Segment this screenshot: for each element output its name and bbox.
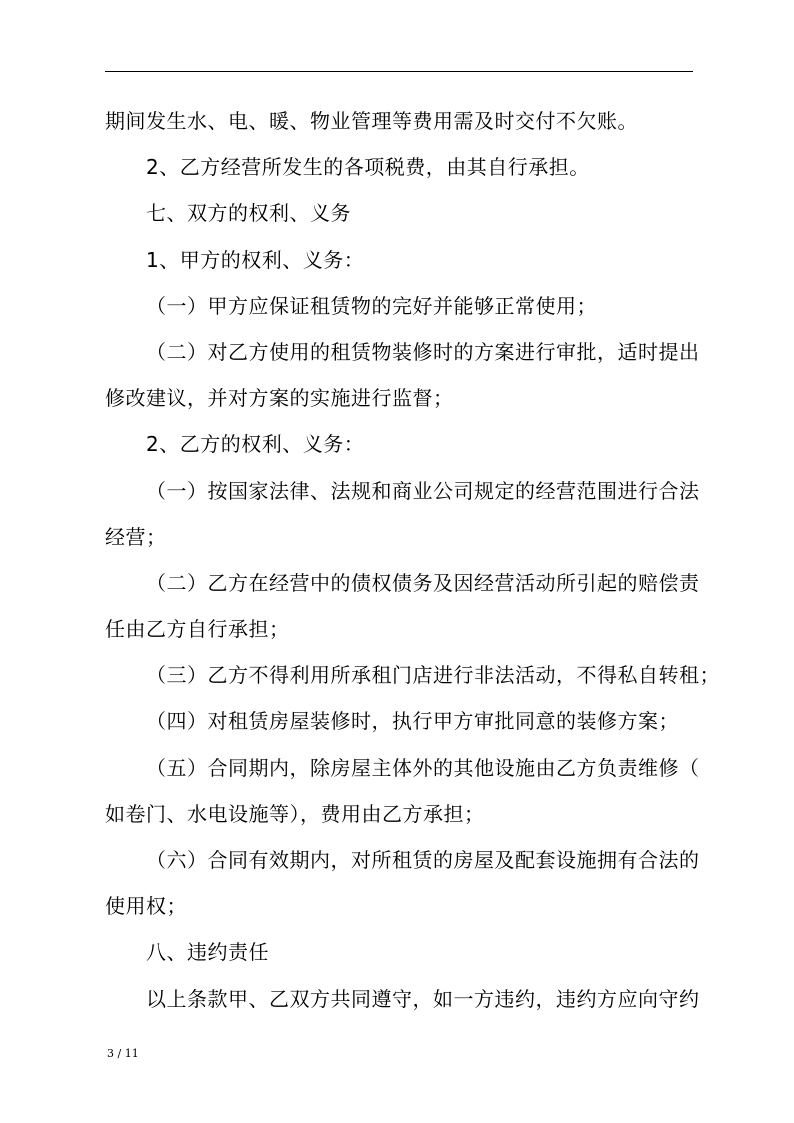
header-rule [105,71,693,72]
text-line: （一）甲方应保证租赁物的完好并能够正常使用； [146,293,597,318]
text-line: 期间发生水、电、暖、物业管理等费用需及时交付不欠账。 [105,109,638,133]
text-line: （五）合同期内，除房屋主体外的其他设施由乙方负责维修（ [146,755,700,780]
text-line: （二）乙方在经营中的债权债务及因经营活动所引起的赔偿责 [146,570,700,595]
text-line: 经营； [105,524,167,549]
text-line: （六）合同有效期内，对所租赁的房屋及配套设施拥有合法的 [146,848,700,872]
page-number: 3 / 11 [107,1047,139,1060]
section-heading: 七、双方的权利、义务 [146,201,351,226]
text-line: （三）乙方不得利用所承租门店进行非法活动，不得私自转租； [146,663,720,688]
text-line: 修改建议，并对方案的实施进行监督； [105,386,454,411]
document-body [105,98,720,1022]
section-heading: 八、违约责任 [146,940,269,965]
text-line: 以上条款甲、乙双方共同遵守，如一方违约，违约方应向守约 [146,986,700,1011]
subsection-heading: 1、甲方的权利、义务： [146,247,365,272]
text-line: 如卷门、水电设施等），费用由乙方承担； [105,801,485,826]
text-line: （四）对租赁房屋装修时，执行甲方审批同意的装修方案； [146,709,679,734]
subsection-heading: 2、乙方的权利、义务： [146,432,365,457]
text-line: 使用权； [105,894,187,919]
text-line: （一）按国家法律、法规和商业公司规定的经营范围进行合法 [146,478,700,503]
text-line: 任由乙方自行承担； [105,617,290,642]
text-line: 2、乙方经营所发生的各项税费，由其自行承担。 [146,155,590,180]
text-line: （二）对乙方使用的租赁物装修时的方案进行审批，适时提出 [146,339,700,364]
